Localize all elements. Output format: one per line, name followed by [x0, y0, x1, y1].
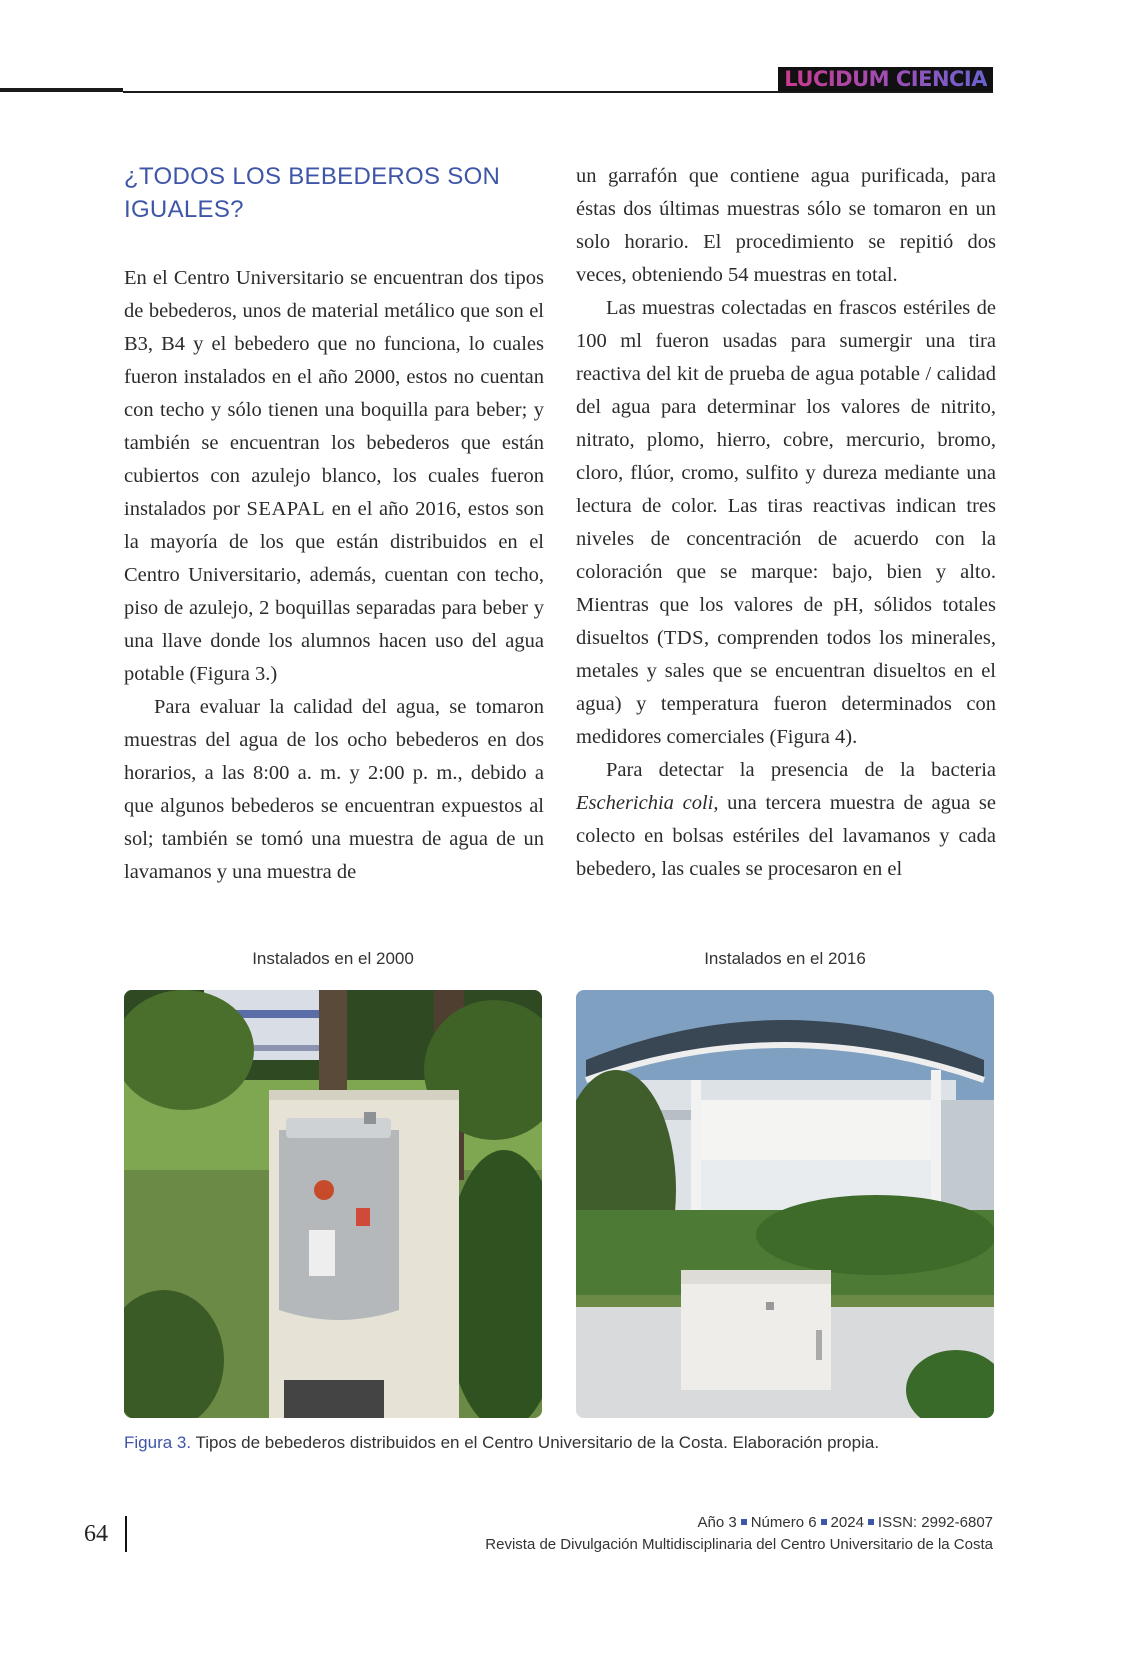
footer-issue-line: Año 3 Número 6 2024 ISSN: 2992-6807 [697, 1514, 993, 1531]
footer-info [485, 1512, 993, 1556]
figure-label-left: Instalados en el 2000 [252, 949, 414, 968]
section-heading: ¿TODOS LOS BEBEDEROS SON IGUALES? [124, 163, 501, 223]
text-column-left [124, 160, 544, 889]
photo-covered-fountain [576, 990, 994, 1418]
figure-caption: Figura 3. Tipos de bebederos distribuidos en el Centro Universitario de la Costa. Elaboración propia. [124, 1433, 880, 1452]
page-number-divider [125, 1516, 127, 1552]
paragraph-1: En el Centro Universitario se encuentran dos tipos de bebederos, unos de material metálico que son el B3, B4 y el bebedero que no funciona, lo cuales fueron instalados en el año 2000, estos no cuentan con techo y sólo tienen una boquilla para beber; y también se encuentran los bebederos que están cubiertos con azulejo blanco, los cuales fueron instalados por SEAPAL en el año 2016, estos son la mayoría de los que están distribuidos en el Centro Universitario, además, cuentan con techo, piso de azulejo, 2 boquillas separadas para beber y una llave donde los alumnos hacen uso del agua potable (Figura 3.) [124, 267, 544, 685]
figure-label-right: Instalados en el 2016 [704, 949, 866, 968]
paragraph-2: Para evaluar la calidad del agua, se tomaron muestras del agua de los ocho bebederos en dos horarios, a las 8:00 a. m. y 2:00 p. m., debido a que algunos bebederos se encuentran expuestos al sol; también se tomó una muestra de agua de un lavamanos y una muestra de [124, 696, 544, 883]
text-column-right [576, 160, 996, 886]
header-rule [123, 91, 993, 93]
photo-metal-fountain [124, 990, 542, 1418]
page-number: 64 [84, 1521, 108, 1547]
paragraph-4: Las muestras colectadas en frascos estériles de 100 ml fueron usadas para sumergir una tira reactiva del kit de prueba de agua potable / calidad del agua para determinar los valores de nitrito, nitrato, plomo, hierro, cobre, mercurio, bromo, cloro, flúor, cromo, sulfito y dureza mediante una lectura de color. Las tiras reactivas indican tres niveles de concentración de acuerdo con la coloración que se marque: bajo, bien y alto. Mientras que los valores de pH, sólidos totales disueltos (TDS, comprenden todos los minerales, metales y sales que se encuentran disueltos en el agua) y temperatura fueron determinados con medidores comerciales (Figura 4). [576, 297, 997, 748]
paragraph-3: un garrafón que contiene agua purificada, para éstas dos últimas muestras sólo se tomaron en un solo horario. El procedimiento se repitió dos veces, obteniendo 54 muestras en total. [576, 165, 996, 286]
journal-brand: LUCIDUM CIENCIA [778, 67, 993, 91]
header-rule-accent [0, 88, 123, 92]
paragraph-5: Para detectar la presencia de la bacteria Escherichia coli, una tercera muestra de agua se colecto en bolsas estériles del lavamanos y cada bebedero, las cuales se procesaron en el [576, 759, 996, 880]
footer-journal-name: Revista de Divulgación Multidisciplinaria del Centro Universitario de la Costa [485, 1536, 993, 1553]
